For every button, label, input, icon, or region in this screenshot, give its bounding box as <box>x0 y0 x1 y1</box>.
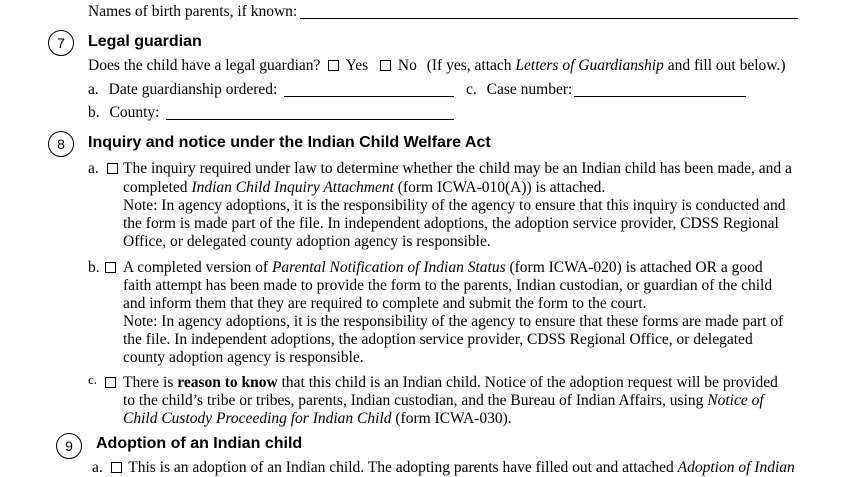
guardian-question-row <box>88 57 786 75</box>
item-8c-line3: Child Custody Proceeding for Indian Child (form ICWA-030). <box>123 410 512 427</box>
item-8b-letter: b. <box>88 259 100 276</box>
item-c-letter: c. <box>466 81 477 98</box>
item-8b-line6: county adoption agency is responsible. <box>123 349 364 366</box>
section-7-title: Legal guardian <box>88 33 202 50</box>
item-9a-row <box>92 459 795 477</box>
item-8a-line2: completed Indian Child Inquiry Attachment (form ICWA-010(A)) is attached. <box>123 179 606 196</box>
section-7-number: 7 <box>48 30 74 56</box>
case-number-row <box>466 81 572 99</box>
item-8b-checkbox[interactable] <box>105 262 116 273</box>
item-a-letter: a. <box>88 81 99 98</box>
county-label: County: <box>109 104 160 121</box>
item-8a-line5: Office, or delegated county adoption agency is responsible. <box>123 233 491 250</box>
section-8-title: Inquiry and notice under the Indian Child Welfare Act <box>88 134 491 151</box>
item-8c-line1: There is reason to know that this child is an Indian child. Notice of the adoption request will be provided <box>123 374 778 391</box>
item-9a-letter: a. <box>92 459 103 476</box>
date-ordered-label: Date guardianship ordered: <box>108 81 278 98</box>
case-number-label: Case number: <box>486 81 573 98</box>
county-input[interactable] <box>166 119 454 120</box>
section-9-number: 9 <box>56 433 82 459</box>
item-8c-line2: to the child’s tribe or tribes, parents, Indian custodian, and the Bureau of Indian Affairs, using Notice of <box>123 392 764 409</box>
guardian-no-checkbox[interactable] <box>380 60 391 71</box>
date-ordered-input[interactable] <box>284 96 454 97</box>
guardian-date-row <box>88 81 277 99</box>
item-8a-line4: the form is made part of the file. In independent adoptions, the adoption service provider, CDSS Regional <box>123 215 779 232</box>
guardian-question: Does the child have a legal guardian? <box>88 57 321 74</box>
item-8b-line5: the file. In independent adoptions, the adoption service provider, CDSS Regional Office, or delegated <box>123 331 753 348</box>
item-8a-line3: Note: In agency adoptions, it is the responsibility of the agency to ensure that this inquiry is conducted and <box>123 197 786 214</box>
item-8b-line4: Note: In agency adoptions, it is the responsibility of the agency to ensure that these forms are made part of <box>123 313 784 330</box>
item-8a-letter: a. <box>88 160 99 177</box>
guardian-no-label: No <box>397 57 417 74</box>
county-row <box>88 104 159 122</box>
item-9a-text: This is an adoption of an Indian child. The adopting parents have filled out and attached Adoption of Indian <box>128 459 795 476</box>
item-8c-marker <box>105 374 119 392</box>
item-b-letter: b. <box>88 104 100 121</box>
guardian-note: (If yes, attach Letters of Guardianship and fill out below.) <box>426 57 786 74</box>
item-8c-checkbox[interactable] <box>105 377 116 388</box>
item-8a-marker <box>88 160 121 178</box>
item-8c-letter: c. <box>88 372 98 387</box>
case-number-input[interactable] <box>574 96 746 97</box>
section-8-number: 8 <box>48 131 74 157</box>
item-8b-line1: A completed version of Parental Notification of Indian Status (form ICWA-020) is attached OR a good <box>123 259 763 276</box>
section-9-title: Adoption of an Indian child <box>96 435 303 452</box>
item-8b-marker <box>88 259 119 277</box>
guardian-yes-label: Yes <box>345 57 369 74</box>
item-8a-checkbox[interactable] <box>107 163 118 174</box>
guardian-yes-checkbox[interactable] <box>328 60 339 71</box>
item-8b-line3: and inform them that they are required to complete and submit the form to the court. <box>123 295 647 312</box>
birth-parents-input[interactable] <box>300 18 798 19</box>
item-9a-checkbox[interactable] <box>111 462 122 473</box>
birth-parents-label: Names of birth parents, if known: <box>88 3 298 20</box>
item-8a-line1: The inquiry required under law to determine whether the child may be an Indian child has been made, and a <box>123 160 792 177</box>
item-8b-line2: faith attempt has been made to provide the form to the parents, Indian custodian, or guardian of the child <box>123 277 773 294</box>
